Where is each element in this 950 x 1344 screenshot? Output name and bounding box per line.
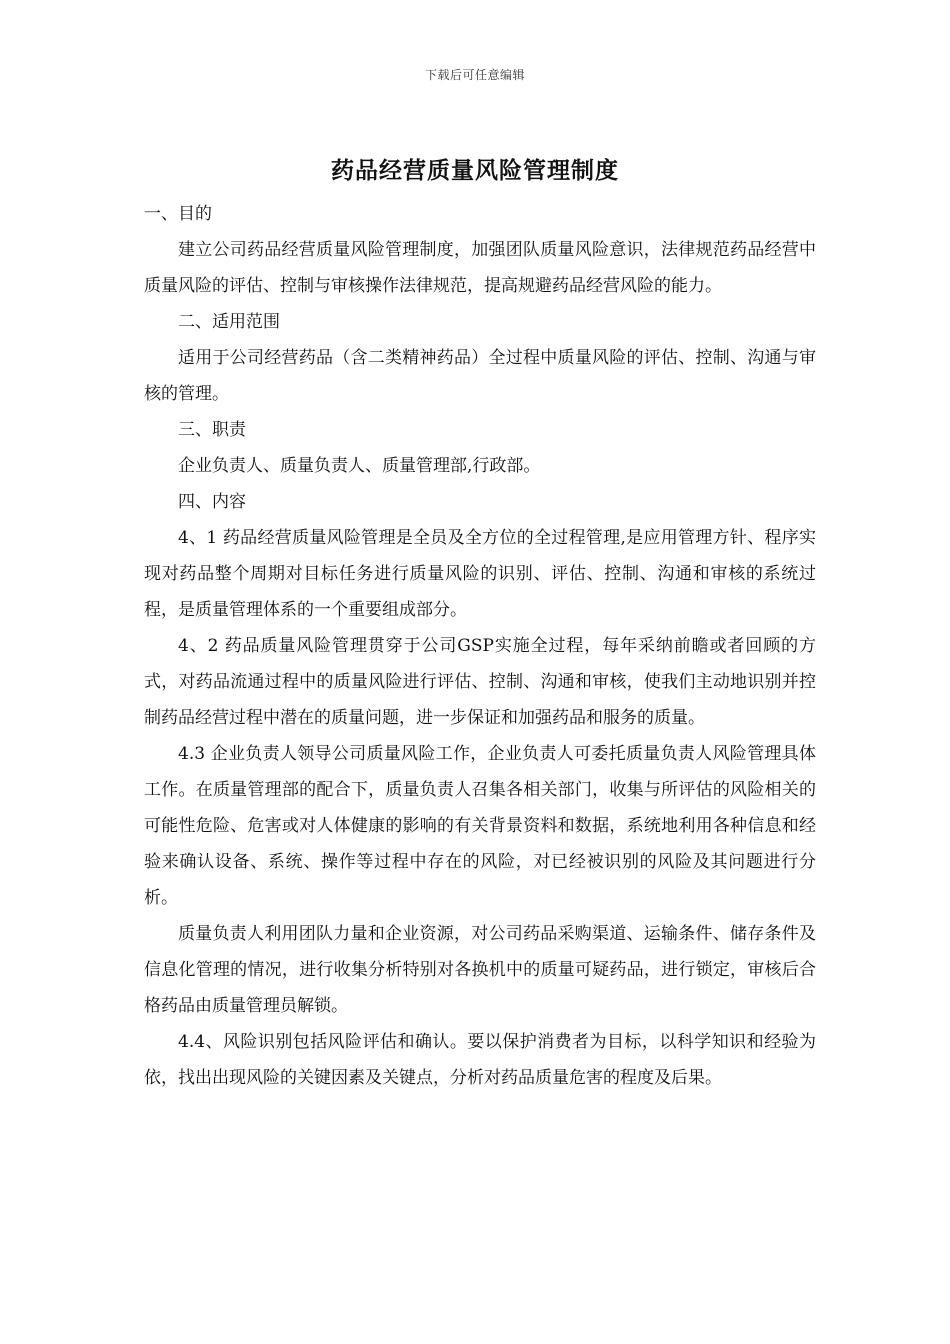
paragraph-purpose: 建立公司药品经营质量风险管理制度，加强团队质量风险意识，法律规范药品经营中质量风险的评估、控制与审核操作法律规范，提高规避药品经营风险的能力。 — [144, 240, 816, 296]
paragraph-scope: 适用于公司经营药品（含二类精神药品）全过程中质量风险的评估、控制、沟通与审核的管理。 — [144, 348, 816, 404]
section-heading-content: 四、内容 — [178, 492, 246, 512]
document-body — [144, 196, 816, 1096]
document-title: 药品经营质量风险管理制度 — [331, 157, 619, 184]
paragraph-4-3: 4.3 企业负责人领导公司质量风险工作，企业负责人可委托质量负责人风险管理具体工作。在质量管理部的配合下，质量负责人召集各相关部门，收集与所评估的风险相关的可能性危险、危害或对人体健康的影响的有关背景资料和数据，系统地利用各种信息和经验来确认设备、系统、操作等过程中存在的风险，对已经被识别的风险及其问题进行分析。 — [144, 744, 816, 908]
paragraph-responsibilities: 企业负责人、质量负责人、质量管理部,行政部。 — [178, 456, 541, 476]
paragraph-4-1: 4、1 药品经营质量风险管理是全员及全方位的全过程管理,是应用管理方针、程序实现对药品整个周期对目标任务进行质量风险的识别、评估、控制、沟通和审核的系统过程，是质量管理体系的一个重要组成部分。 — [144, 528, 816, 620]
paragraph-4-2: 4、2 药品质量风险管理贯穿于公司GSP实施全过程，每年采纳前瞻或者回顾的方式，对药品流通过程中的质量风险进行评估、控制、沟通和审核，使我们主动地识别并控制药品经营过程中潜在的质量问题，进一步保证和加强药品和服务的质量。 — [144, 636, 816, 728]
header-note: 下载后可任意编辑 — [424, 68, 525, 82]
paragraph-quality-lead: 质量负责人利用团队力量和企业资源，对公司药品采购渠道、运输条件、储存条件及信息化管理的情况，进行收集分析特别对各换机中的质量可疑药品，进行锁定，审核后合格药品由质量管理员解锁。 — [144, 924, 816, 1016]
section-heading-responsibilities: 三、职责 — [178, 420, 246, 440]
section-heading-purpose: 一、目的 — [144, 204, 212, 224]
paragraph-4-4: 4.4、风险识别包括风险评估和确认。要以保护消费者为目标，以科学知识和经验为依，找出出现风险的关键因素及关键点，分析对药品质量危害的程度及后果。 — [144, 1032, 816, 1088]
section-heading-scope: 二、适用范围 — [178, 312, 280, 332]
